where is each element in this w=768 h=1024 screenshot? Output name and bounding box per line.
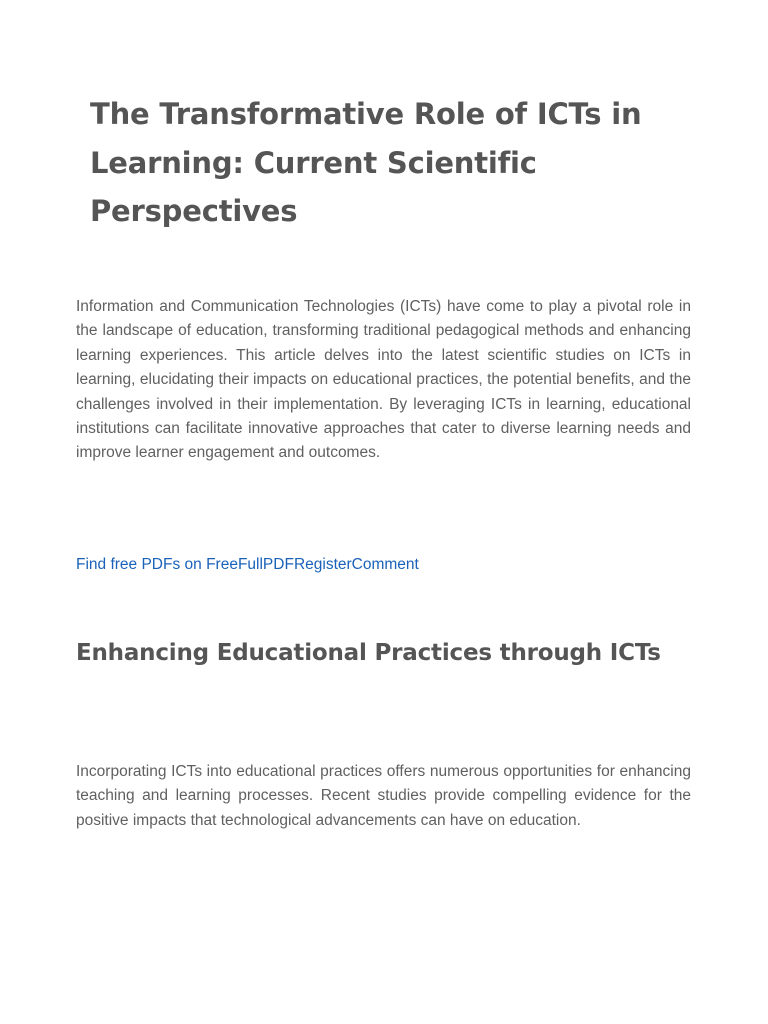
section-paragraph: Incorporating ICTs into educational practices offers numerous opportunities for enhancing teaching and learning processes. Recent studies provide compelling evidence for the positive impacts that technological advancements can have on education. (76, 763, 691, 829)
intro-paragraph: Information and Communication Technologies (ICTs) have come to play a pivotal role in the landscape of education, transforming traditional pedagogical methods and enhancing learning experiences. This article delves into the latest scientific studies on ICTs in learning, elucidating their impacts on educational practices, the potential benefits, and the challenges involved in their implementation. By leveraging ICTs in learning, educational institutions can facilitate innovative approaches that cater to diverse learning needs and improve learner engagement and outcomes. (76, 298, 691, 462)
comment-link[interactable]: Comment (351, 556, 419, 573)
article-links (76, 554, 419, 576)
section-heading: Enhancing Educational Practices through ICTs (76, 640, 661, 666)
register-link[interactable]: Register (293, 556, 352, 573)
article-title: The Transformative Role of ICTs in Learning: Current Scientific Perspectives (90, 97, 642, 228)
find-free-pdfs-link[interactable]: Find free PDFs on FreeFullPDF (76, 556, 294, 573)
